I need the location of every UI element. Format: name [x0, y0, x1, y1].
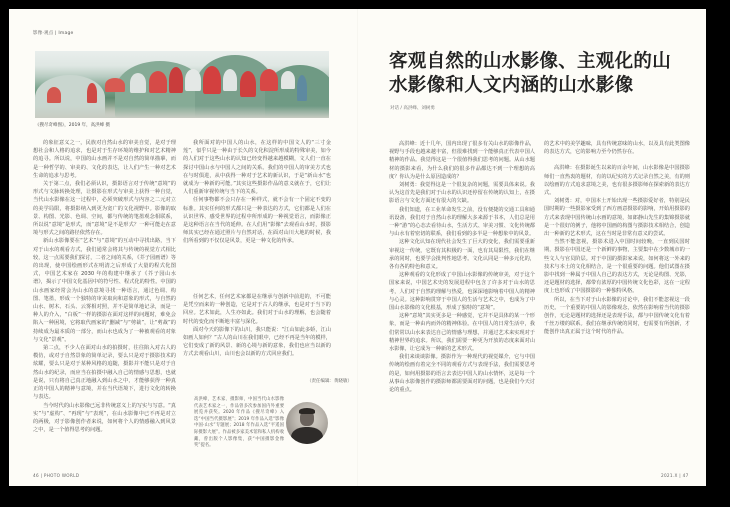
right-page-column-1 — [389, 140, 535, 462]
panorama-photo — [35, 51, 329, 118]
paragraph: 这种观看的文化形成了中国山水影像的传统审美，对于这个国家来说，中国艺术史的发展进程中包含了许多对于山水的思考，人们对于自然的理解与热爱，也深深地影响着中国人的精神与心灵。这种影响贯穿于中国人的生活与艺术之中，也成为了中国山水影像的文化根基，形成了独特的“意境”。 — [389, 272, 535, 312]
right-page-column-2 — [544, 140, 690, 462]
spine-gutter — [357, 9, 358, 486]
left-page-column-2 — [183, 139, 331, 291]
left-folio: 46 | PHOTO WORLD — [33, 473, 80, 478]
paragraph: 所以，在当下对于山水影像的讨论中，我们不能忽视这一段历史。一个重要的中国人的影像观念，依然在影响着当代的摄影创作，无论是题材的选择还是表现手法，都与中国传统文化有着千丝万缕的联系。我们在继承传统的同时，也需要有所创新，才能创作出真正属于这个时代的作品。 — [544, 296, 690, 336]
left-page-column-2-end — [183, 293, 331, 359]
paragraph: 刘树勇：对，中国本土开始出现一些摄影爱好者，特别是民国时期的一些摄影家受到了西方画意摄影的影响，开始用摄影的方式来表现中国传统山水画的意境，如郎静山先生的集锦摄影就是一个很好的例子，他将中国画的构图与摄影技术相结合，创造出一种新的艺术形式，这在当时是非常有意义的尝试。 — [544, 198, 690, 238]
paragraph: 我所面对的中国人的山水，在这样的中国文人的“三寸金莲”，似乎只是一种由于长久的文化积淀所形成的特殊审美，如今的人们对于这些山水的认知已经变得越来越模糊，文人们一直在探讨中国山水与中国人之间的关系。我们的中国人的审美方式也在与时俱进，从中获得一种对于艺术的新认识，于是“新山水”也就成为一种新的可能。”其实这些摄影作品的意义就在于，它们让人们重新审视传统与当下的关系。 — [183, 140, 331, 196]
paragraph: 这种文化认知在现代社会发生了巨大的变化，我们需要重新审视这一传统，它既有其积极的一面，也有其局限性，我们在继承的同时，也要学会批判性地思考。文化认同是一种多元化的，各有各的特色和意义。 — [389, 239, 535, 271]
paragraph: 我们知道，在工业革命发生之前，没有便捷的交通工具和通讯设备，我们对于自然山水的理解大多来源于书本，人们总是用一种“游”的心态去看待山水，生活方式、审美习惯、文化传统都与山水有着密切的联系，我们看到的多半是一种想象中的风景。 — [389, 206, 535, 238]
paragraph: 任何事物都不会只存在一种样式，就不会有一个固定不变的标准。其实任何的形式都只是一种表达的方式，它们都是人们在认识世界、感受世界的过程中所形成的一种视觉语言，而影像正是这种语言在当代的延伸。在人们用“影像”去观看山水时，摄影师其实已经在通过照片与自然对话，在面对山川大地的时候，我们所看到的不仅仅是风景，更是一种文化的传承。 — [183, 197, 331, 245]
paragraph: 第二点，不少人在面对山水的拍摄时，往往陷入对古人的模仿，或对于自然景象的简单记录，要么只是对于摄影技术的炫耀，要么只是对于某种风格的追随，摄影并不能只是对于自然山水的纪录，而应当在拍摄中融入自己的情感与思想，也就是说，只有将自己真正地融入到山水之中，才能够获得一种真正的中国人的精神与意境，并在当代语境下，进行文化的转换与表达。 — [33, 345, 176, 401]
author-bio: 高洪峰，艺术家、摄影师，中国当代山水影像代表艺术家之一，作品曾多次参加国内外重要展览并获奖。2020 年作品《搜尽奇峰》入选“中国当代摄影展”；2019 年作品入选“影像中国·山水”专题展；2018 年作品入选“平遥国际摄影大展”。作品被多家美术馆和私人机构收藏，曾出版个人影像集，获“中国摄影金像奖”提名。 — [194, 397, 284, 449]
paragraph: 新山水影像要在“艺术”与“意境”的互动中寻找出路，当下对于山水的观看方式，我们通常会将其与传统的视觉方式相比较，这一点需要我们探讨，二者之间的关系，《芥子园画谱》等的出现，使中国绘画形式在明清之后形成了大量的程式化图式，中国艺术家在 2030 年的构建中继承了《芥子园山水谱》，揭示了中国文化基因中的符号性、程式化的特性。中国的山水画家经常会为山水的意境寻找一种语言，通过色调、构图、笔墨，形成一个独特的审美取向和意象的形式，与自然的山水、树木、石头、云雾相对照，并不是简单地记录，而是一种人的介入，“白板”一样的摄影在面对这样的问题时，难免会陷入一种困境，它将取代画家的“删减”与“剪裁”，让“剪裁”的持续成为最本质的一部分，而山水也成为了一种被观看的对象与文化“景观”。 — [33, 238, 176, 343]
paragraph: 高洪峰：近十几年，国内出现了很多有关山水的影像作品，视野与手段也越来越丰富，但很难找到一个能够真正代表中国人精神的作品。我觉得这是一个很值得我们思考的问题。从山水题材的摄影来看，为什么我们的很多作品都达不到一个理想的高度？你认为是什么原因造成的？ — [389, 141, 535, 180]
byline: 对话 / 高洪峰、刘树勇 — [390, 106, 435, 111]
paragraph: 当今时代的山水影像已远非传统意义上的写实与写意。“真实”与“虚构”、“再现”与“表现”，在山水影像中已不再是对立的两极，对于影像创作者来说，如何将个人的情感融入到风景之中，是一个值得思考的问题。 — [33, 402, 176, 434]
author-avatar — [286, 402, 328, 444]
section-header: 影像·观点 | Image — [33, 31, 74, 36]
paragraph: 刘树勇：我觉得这是一个很复杂的问题，需要具体来说。我认为这首先是我们对于山水的认识还停留在传统的认知上，在摄影语言与文化方面还有很大的欠缺。 — [389, 182, 535, 205]
editor-note: （责任编辑：黄晓敏） — [307, 379, 352, 384]
title-line-2: 水影像和人文内涵的山水影像 — [389, 75, 634, 96]
paragraph: 这种“意境”其实更多是一种感觉，它并不是具体的某一个形象，而是一种由内而外的精神体验。在中国人的日常生活中，我们常常以山水来表达自己的情感与理想，并通过艺术来实现对于精神世界的追求。所以，我们需要一种更为开放的态度来面对山水影像，让它成为一种新的艺术形式。 — [389, 313, 535, 353]
paragraph: 我们来谈谈影像。摄影作为一种现代的视觉媒介，它与中国传统的绘画有着完全不同的观看方式与表现手法，我们需要思考的是，如何用摄影的语言去表达中国人的山水情怀，这是每一个从事山水影像创作的摄影师都需要面对的问题，也是我们今天讨论的重点。 — [389, 354, 535, 394]
paragraph: 当然不能忽视，摄影术进入中国时间较晚，一直到民国时期，摄影在中国还是一个新鲜的事物，主要集中在少数城市的一些文人与官员阶层。对于中国的摄影家来说，如何将这一外来的技术与本土的文化相结合，是一个很重要的问题。他们试图在摄影中找到一种属于中国人自己的表达方式，无论是构图、光影，还是题材的选择，都带有浓厚的中国传统文化色彩，这在一定程度上也形成了中国摄影的一种独特风格。 — [544, 239, 690, 295]
paragraph: 高洪峰：在摄影诞生以来的百余年间，山水影像是中国摄影师们一直热衷的题材，有的以纪实的方式记录自然之美，有的则以绘画的方式追求意境之美，也有很多摄影师在探索新的表达方式。 — [544, 165, 690, 197]
title-line-1: 客观自然的山水影像、主观化的山 — [389, 51, 672, 72]
magazine-spread — [9, 9, 706, 486]
right-folio: 2021.X | 47 — [661, 473, 689, 478]
left-page-column-1 — [33, 139, 176, 483]
paragraph: 的象征意义之一，民族对自然山水的审美自觉，是对于理想社会和人格的追求，也是对于生存环境的维护和对艺术精神的追寻。所以说，中国的山水画并不是对自然的简单描摹，而是一种哲学的、审美的、文化的表达，让人们产生一种对艺术生命的追求与思考。 — [33, 140, 176, 179]
paragraph: 面对今天的影像下的山川，我只能说：“江山如此多娇，江山如画人如何？”古人的山川在我们眼中，已经不再是当年的模样，它们变成了新的风景、新的心境与新的意象，我们也应当以新的方式去观看山川，山川也会以新的方式回应我们。 — [183, 326, 331, 358]
paragraph: 关于第二点，我们必须认识，摄影语言对于传统“意境”的形式与文脉转换处理，让摄影在形式与审美上获得一种自觉，当代山水影像在这一过程中，必须突破形式与内容之二元对立的美学局限，将摄影纳入到更为宽广的文化视野中。影像的取景、构图、光影、色调、空间，都与传统的笔墨观念相联系，所以说“意境”是形式，而“意境”是不是形式？一种可能走在意境与形式之间的路径依然存在。 — [33, 181, 176, 237]
paragraph: 的艺术中的美学趣味，具有传统意味的山水，以及具有此类图像的表达方式，它的影响力至今仍然存在。 — [544, 141, 690, 156]
paragraph: 任何艺术，任何艺术家都是在继承与创新中前进的，不可能是凭空而来的一种创造，它是对于古人的继承，也是对于当下的回应。艺术如此，人生亦如此。我们对于山水的理解，也会随着时代的变化而不断地丰富与深化。 — [183, 294, 331, 325]
photo-caption: 《搜尽奇峰图》，2019 年，高洪峰 摄 — [35, 123, 111, 128]
article-title — [389, 50, 679, 98]
